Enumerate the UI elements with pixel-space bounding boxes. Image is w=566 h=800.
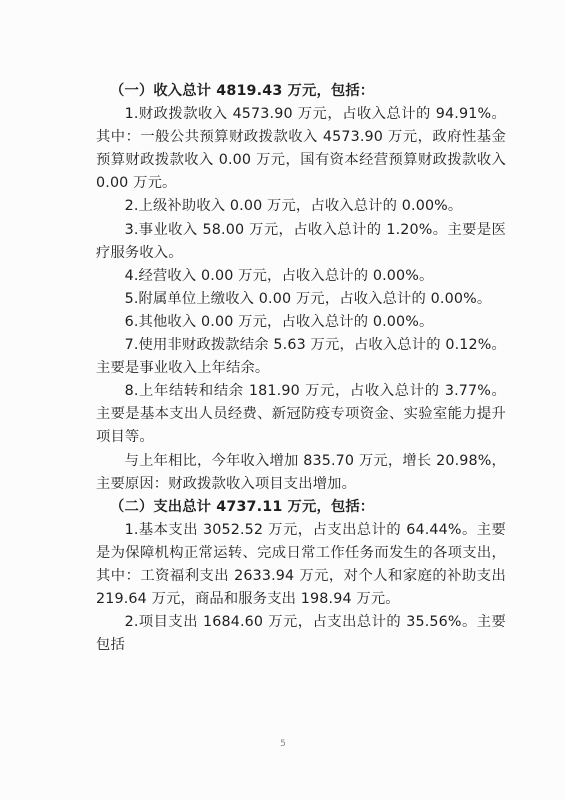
income-item-1: 1.财政拨款收入 4573.90 万元，占收入总计的 94.91%。其中：一般公共预算财政拨款收入 4573.90 万元，政府性基金预算财政拨款收入 0.00 万元，国有资本经营预算财政拨款收入 0.00 万元。	[96, 106, 506, 192]
income-section-heading: （一）收入总计 4819.43 万元，包括：	[110, 83, 375, 99]
income-item-2: 2.上级补助收入 0.00 万元，占收入总计的 0.00%。	[124, 198, 463, 215]
income-item-3: 3.事业收入 58.00 万元，占收入总计的 1.20%。主要是医疗服务收入。	[96, 221, 506, 261]
income-item-7: 7.使用非财政拨款结余 5.63 万元，占收入总计的 0.12%。主要是事业收入上年结余。	[96, 337, 506, 377]
income-comparison: 与上年相比，今年收入增加 835.70 万元，增长 20.98%，主要原因：财政拨款收入项目支出增加。	[96, 452, 506, 492]
expense-item-2: 2.项目支出 1684.60 万元，占支出总计的 35.56%。主要包括	[96, 614, 506, 654]
document-body	[96, 80, 506, 657]
expense-section-heading: （二）支出总计 4737.11 万元，包括：	[110, 498, 375, 515]
income-item-6: 6.其他收入 0.00 万元，占收入总计的 0.00%。	[124, 313, 434, 330]
income-item-4: 4.经营收入 0.00 万元，占收入总计的 0.00%。	[124, 267, 434, 284]
income-item-5: 5.附属单位上缴收入 0.00 万元，占收入总计的 0.00%。	[124, 290, 492, 307]
income-item-8: 8.上年结转和结余 181.90 万元，占收入总计的 3.77%。主要是基本支出人员经费、新冠防疫专项资金、实验室能力提升项目等。	[96, 383, 506, 446]
page-number: 5	[280, 739, 286, 749]
expense-item-1: 1.基本支出 3052.52 万元，占支出总计的 64.44%。主要是为保障机构正常运转、完成日常工作任务而发生的各项支出，其中：工资福利支出 2633.94 万元，对个人和家庭的补助支出 219.64 万元，商品和服务支出 198.94 万元。	[96, 521, 506, 608]
